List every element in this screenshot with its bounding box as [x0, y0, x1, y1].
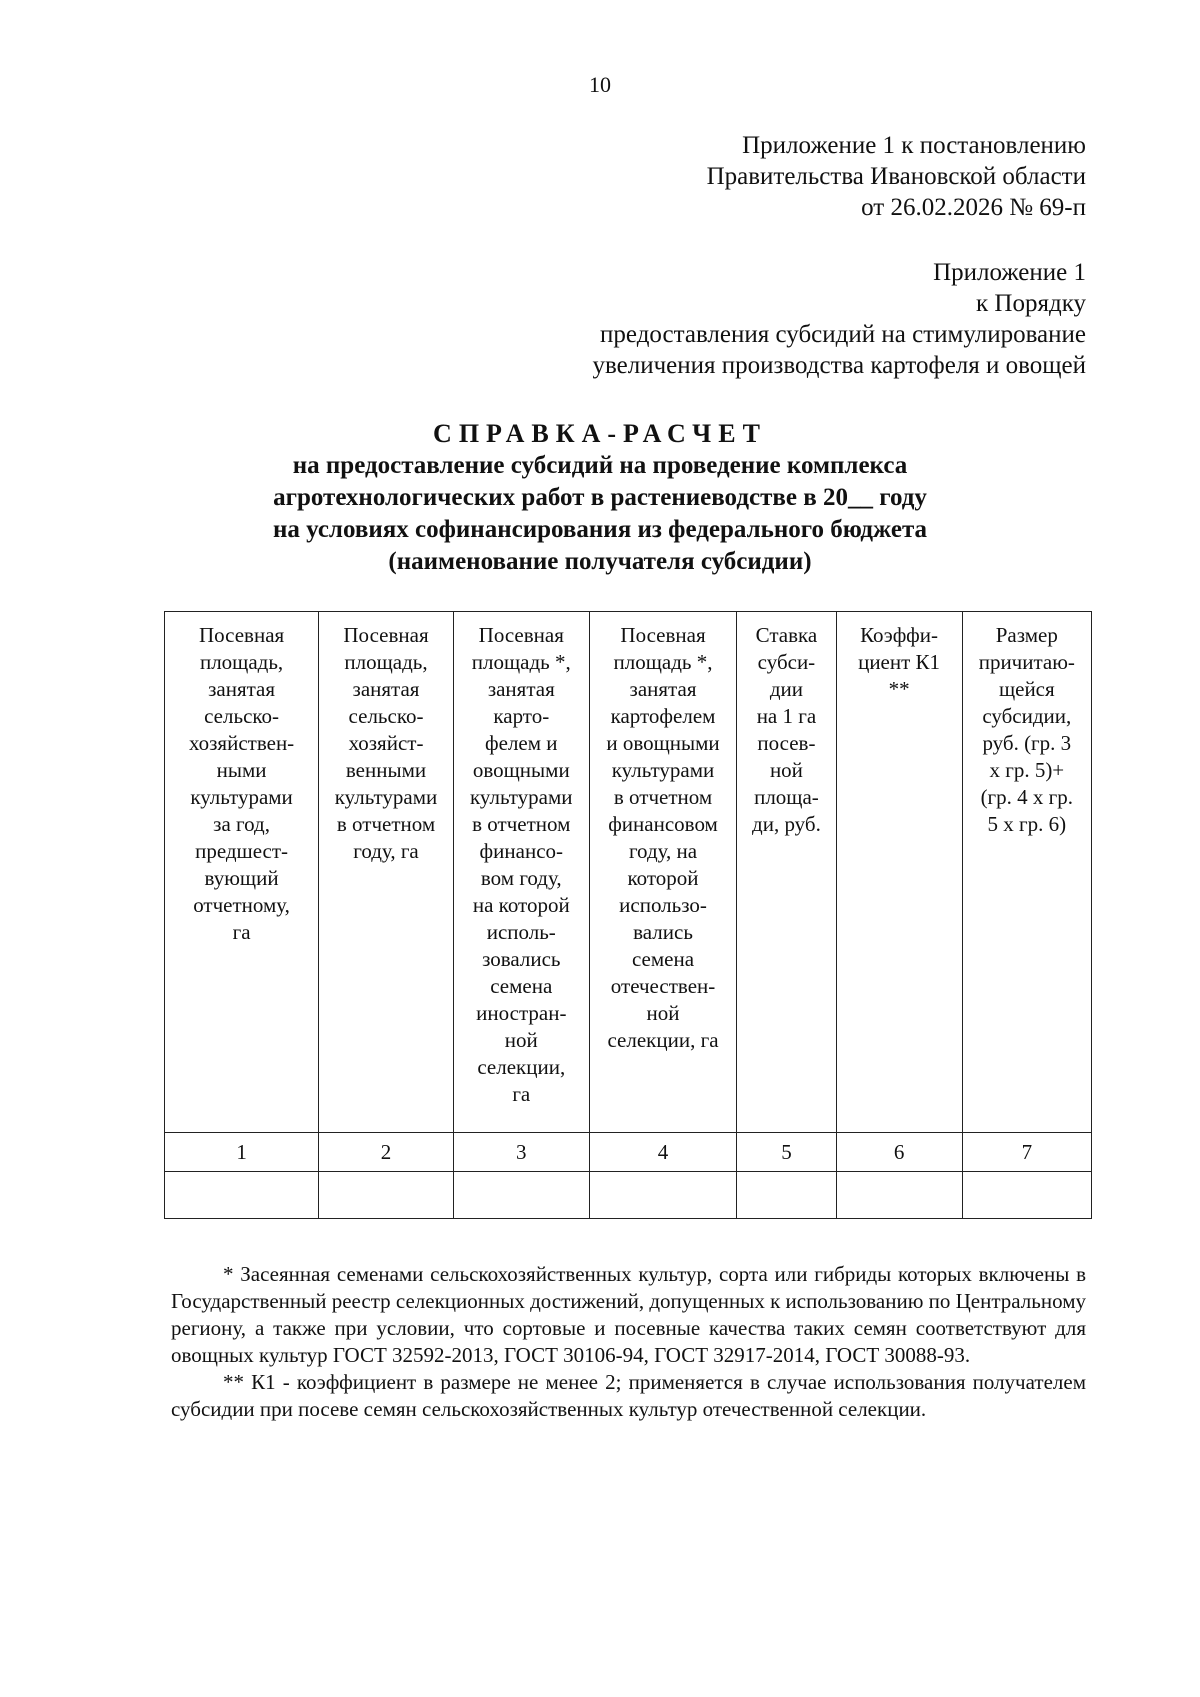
column-number: 7	[962, 1133, 1091, 1172]
calculation-table	[164, 611, 1092, 1219]
appendix-line: увеличения производства картофеля и овощей	[592, 352, 1086, 379]
column-number: 2	[319, 1133, 454, 1172]
table-header-cell	[589, 612, 737, 1133]
header-text: Посевная площадь *, занятая карто- фелем и овощными культурами в отчетном финансо- вом году, на которой исполь- зовались семена иностран- ной селекции, га	[470, 623, 573, 1106]
column-number: 3	[453, 1133, 589, 1172]
table-header-cell	[165, 612, 319, 1133]
table-header-row	[165, 612, 1092, 1133]
empty-cell[interactable]	[319, 1172, 454, 1219]
header-text: Ставка субси- дии на 1 га посев- ной площа- ди, руб.	[752, 623, 821, 836]
empty-cell[interactable]	[737, 1172, 836, 1219]
header-text: Посевная площадь *, занятая картофелем и овощными культурами в отчетном финансовом году, на которой использо- вались семена отечествен- ной селекции, га	[606, 623, 720, 1052]
appendix-line: Приложение 1 к постановлению	[742, 132, 1086, 159]
column-number: 6	[836, 1133, 962, 1172]
empty-cell[interactable]	[589, 1172, 737, 1219]
column-number: 1	[165, 1133, 319, 1172]
header-text: Посевная площадь, занятая сельско- хозяйст- венными культурами в отчетном году, га	[334, 623, 438, 863]
header-text: Коэффи- циент К1 **	[858, 623, 941, 701]
table-header-cell	[737, 612, 836, 1133]
column-number: 5	[737, 1133, 836, 1172]
appendix-line: Приложение 1	[933, 259, 1086, 286]
table-header-cell	[319, 612, 454, 1133]
table-data-row	[165, 1172, 1092, 1219]
appendix-line: к Порядку	[976, 290, 1086, 317]
empty-cell[interactable]	[453, 1172, 589, 1219]
header-text: Размер причитаю- щейся субсидии, руб. (гр. 3 х гр. 5)+ (гр. 4 х гр. 5 х гр. 6)	[978, 623, 1075, 836]
title-line: на предоставление субсидий на проведение комплекса	[292, 452, 908, 479]
header-text: Посевная площадь, занятая сельско- хозяйствен- ными культурами за год, предшест- вующий отчетному, га	[188, 623, 295, 944]
document-title	[0, 418, 1200, 578]
title-line: (наименование получателя субсидии)	[388, 548, 812, 575]
empty-cell[interactable]	[836, 1172, 962, 1219]
column-number-row	[165, 1133, 1092, 1172]
table-header-cell	[962, 612, 1091, 1133]
table-header-cell	[836, 612, 962, 1133]
footnote: ** К1 - коэффициент в размере не менее 2; применяется в случае использования получателем субсидии при посеве семян сельскохозяйственных культур отечественной селекции.	[171, 1370, 1086, 1421]
title-line: на условиях софинансирования из федерального бюджета	[272, 516, 928, 543]
title-line: агротехнологических работ в растениеводстве в 20__ году	[273, 484, 927, 511]
table-header-cell	[453, 612, 589, 1133]
appendix-order-reference	[592, 257, 1086, 381]
appendix-line: от 26.02.2026 № 69-п	[861, 194, 1086, 221]
title-main: СПРАВКА-РАСЧЕТ	[433, 419, 767, 448]
page-number: 10	[589, 72, 611, 97]
footnote: * Засеянная семенами сельскохозяйственных культур, сорта или гибриды которых включены в Государственный реестр селекционных достижений, допущенных к использованию по Центральному региону, а также при условии, что сортовые и посевные качества таких семян соответствуют для овощных культур ГОСТ 32592-2013, ГОСТ 30106-94, ГОСТ 32917-2014, ГОСТ 30088-93.	[171, 1262, 1086, 1367]
column-number: 4	[589, 1133, 737, 1172]
appendix-line: Правительства Ивановской области	[706, 163, 1086, 190]
footnotes	[171, 1261, 1086, 1423]
empty-cell[interactable]	[165, 1172, 319, 1219]
appendix-line: предоставления субсидий на стимулирование	[600, 321, 1086, 348]
empty-cell[interactable]	[962, 1172, 1091, 1219]
appendix-decree-reference	[707, 130, 1086, 223]
